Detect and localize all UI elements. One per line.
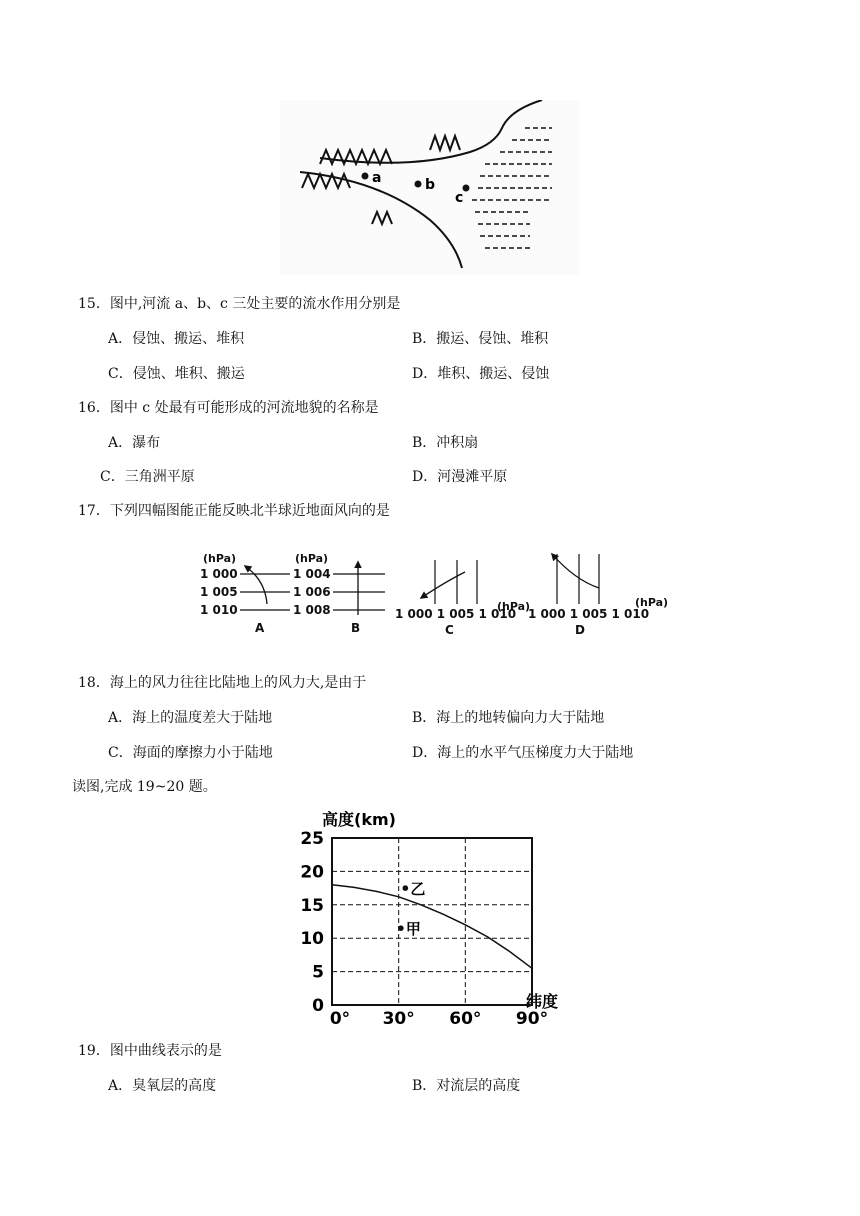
q18-option-a: A．海上的温度差大于陆地 (108, 710, 273, 726)
isobar-panels (195, 540, 685, 640)
panel-a-unit: (hPa) (203, 552, 237, 565)
plot-frame (332, 838, 532, 1005)
question-17: 17．下列四幅图能正能反映北半球近地面风向的是 (78, 503, 390, 519)
label-b: b (425, 177, 436, 193)
x-axis-label: 纬度 (526, 992, 559, 1011)
y-tick-label: 15 (300, 895, 324, 916)
panel-c-unit: (hPa) (497, 600, 531, 613)
question-18: 18．海上的风力往往比陆地上的风力大,是由于 (78, 675, 367, 691)
q18-option-b: B．海上的地转偏向力大于陆地 (412, 710, 605, 726)
panel-c-label: C (445, 623, 454, 637)
x-tick-label: 90° (515, 1009, 549, 1029)
x-tick-label: 60° (449, 1009, 482, 1029)
q16-option-d: D．河漫滩平原 (412, 469, 508, 485)
point-label: 甲 (405, 920, 421, 939)
q15-option-c: C．侵蚀、堆积、搬运 (108, 366, 245, 382)
question-15: 15．图中,河流 a、b、c 三处主要的流水作用分别是 (78, 296, 401, 312)
q15-option-d: D．堆积、搬运、侵蚀 (412, 366, 550, 382)
y-tick-label: 25 (300, 829, 324, 849)
panel-a-isobar-3: 1 010 (200, 603, 238, 617)
y-axis-label: 高度(km) (322, 810, 396, 829)
panel-b-isobar-2: 1 006 (293, 585, 331, 599)
q15-option-b: B．搬运、侵蚀、堆积 (412, 331, 549, 347)
panel-d-unit: (hPa) (635, 596, 669, 609)
q18-option-d: D．海上的水平气压梯度力大于陆地 (412, 745, 634, 761)
panel-a-isobar-2: 1 005 (200, 585, 238, 599)
q19-option-b: B．对流层的高度 (412, 1078, 521, 1094)
point-label: 乙 (410, 880, 426, 899)
q19-option-a: A．臭氧层的高度 (108, 1078, 217, 1094)
y-tick-label: 20 (300, 862, 324, 883)
question-19: 19．图中曲线表示的是 (78, 1043, 222, 1059)
question-16: 16．图中 c 处最有可能形成的河流地貌的名称是 (78, 400, 379, 416)
q16-option-b: B．冲积扇 (412, 435, 479, 451)
q16-option-c: C．三角洲平原 (100, 469, 195, 485)
data-point (398, 925, 404, 931)
panel-a-label: A (255, 621, 265, 635)
river-diagram (280, 100, 580, 275)
tropopause-curve (332, 885, 532, 969)
q16-option-a: A．瀑布 (108, 435, 161, 451)
y-tick-label: 10 (300, 929, 324, 950)
panel-b-isobar-3: 1 008 (293, 603, 331, 617)
q15-option-a: A．侵蚀、搬运、堆积 (108, 331, 245, 347)
q18-option-c: C．海面的摩擦力小于陆地 (108, 745, 273, 761)
panel-b-unit: (hPa) (295, 552, 329, 565)
tropopause-chart (270, 805, 590, 1030)
panel-b-label: B (351, 621, 361, 635)
intro-19-20: 读图,完成 19~20 题。 (72, 779, 217, 795)
panel-c-isobars: 1 000 1 005 1 010 (395, 607, 517, 621)
panel-a-isobar-1: 1 000 (200, 567, 238, 581)
panel-d-label: D (575, 623, 585, 637)
data-point (403, 885, 409, 891)
y-tick-label: 0 (312, 996, 324, 1016)
x-tick-label: 0° (329, 1009, 351, 1029)
panel-d-isobars: 1 000 1 005 1 010 (528, 607, 650, 621)
label-a: a (372, 170, 382, 186)
x-tick-label: 30° (382, 1009, 415, 1029)
panel-b-isobar-1: 1 004 (293, 567, 331, 581)
y-tick-label: 5 (312, 962, 324, 983)
label-c: c (455, 190, 464, 206)
